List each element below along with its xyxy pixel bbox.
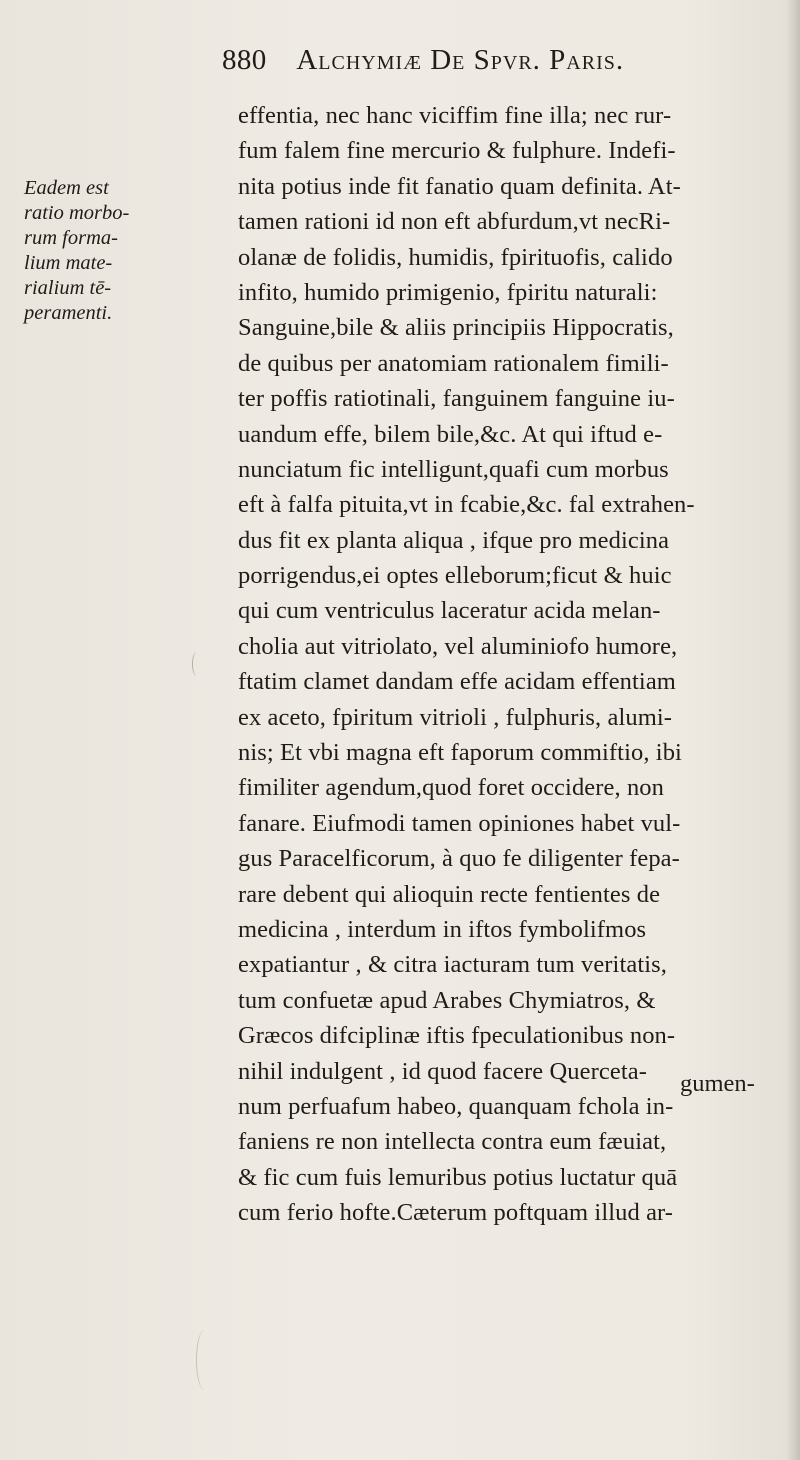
- text-line: nihil indulgent , id quod facere Querceta-: [238, 1057, 647, 1085]
- text-line: fum falem fine mercurio & fulphure. Indefi-: [238, 137, 676, 165]
- body-text: [238, 98, 786, 1231]
- text-line: rare debent qui alioquin recte fentientes de: [238, 880, 661, 908]
- text-line: de quibus per anatomiam rationalem fimili-: [238, 349, 669, 377]
- text-line: ex aceto, fpiritum vitrioli , fulphuris, alumi-: [238, 703, 673, 731]
- text-line: & fic cum fuis lemuribus potius luctatur quā: [238, 1163, 678, 1191]
- text-line: Sanguine,bile & aliis principiis Hippocratis,: [238, 314, 674, 342]
- text-line: dus fit ex planta aliqua , ifque pro medicina: [238, 526, 670, 554]
- text-line: ftatim clamet dandam effe acidam effentiam: [238, 668, 676, 696]
- catchword: gumen-: [680, 1070, 755, 1097]
- text-line: fimiliter agendum,quod foret occidere, non: [238, 774, 664, 802]
- page-number: 880: [222, 44, 267, 76]
- text-line: faniens re non intellecta contra eum fæuiat,: [238, 1128, 667, 1156]
- text-line: fanare. Eiufmodi tamen opiniones habet vul-: [238, 809, 681, 837]
- page-header: [222, 44, 782, 88]
- marginal-note: [24, 176, 234, 326]
- text-line: nis; Et vbi magna eft faporum commiftio, ibi: [238, 739, 682, 767]
- text-line: num perfuafum habeo, quanquam fchola in-: [238, 1092, 674, 1120]
- text-line: cum ferio hofte.Cæterum poftquam illud ar-: [238, 1199, 674, 1227]
- text-line: expatiantur , & citra iacturam tum veritatis,: [238, 951, 668, 979]
- text-line: Græcos difciplinæ iftis fpeculationibus non-: [238, 1022, 676, 1050]
- text-line: qui cum ventriculus laceratur acida melan-: [238, 597, 661, 625]
- running-title: Alchymiæ De Spvr. Paris.: [296, 44, 625, 76]
- text-line: ter poffis ratiotinali, fanguinem fanguine iu-: [238, 385, 675, 413]
- text-line: olanæ de folidis, humidis, fpirituofis, calido: [238, 243, 673, 271]
- text-line: effentia, nec hanc viciffim fine illa; nec rur-: [238, 102, 672, 129]
- text-line: uandum effe, bilem bile,&c. At qui iftud e-: [238, 420, 663, 448]
- text-line: gus Paracelficorum, à quo fe diligenter fepa-: [238, 845, 680, 873]
- text-line: medicina , interdum in iftos fymbolifmos: [238, 915, 647, 943]
- text-line: cholia aut vitriolato, vel aluminiofo humore,: [238, 632, 678, 660]
- page-edge-shadow: [786, 0, 800, 1460]
- text-line: porrigendus,ei optes elleborum;ficut & huic: [238, 562, 672, 590]
- text-line: infito, humido primigenio, fpiritu naturali:: [238, 278, 658, 306]
- ink-mark: [196, 1330, 213, 1390]
- ink-mark: [192, 652, 201, 676]
- marginal-note-line: ratio morbo-: [24, 202, 130, 224]
- marginal-note-line: peramenti.: [24, 302, 113, 324]
- marginal-note-line: rialium tē-: [24, 277, 112, 299]
- marginal-note-line: lium mate-: [24, 252, 113, 274]
- text-line: tamen rationi id non eft abfurdum,vt necRi-: [238, 208, 671, 236]
- text-line: tum confuetæ apud Arabes Chymiatros, &: [238, 986, 656, 1014]
- text-line: eft à falfa pituita,vt in fcabie,&c. fal extrahen-: [238, 491, 695, 519]
- text-line: nita potius inde fit fanatio quam definita. At-: [238, 172, 681, 200]
- text-line: nunciatum fic intelligunt,quafi cum morbus: [238, 455, 669, 483]
- marginal-note-line: rum forma-: [24, 227, 118, 249]
- marginal-note-line: Eadem est: [24, 177, 109, 199]
